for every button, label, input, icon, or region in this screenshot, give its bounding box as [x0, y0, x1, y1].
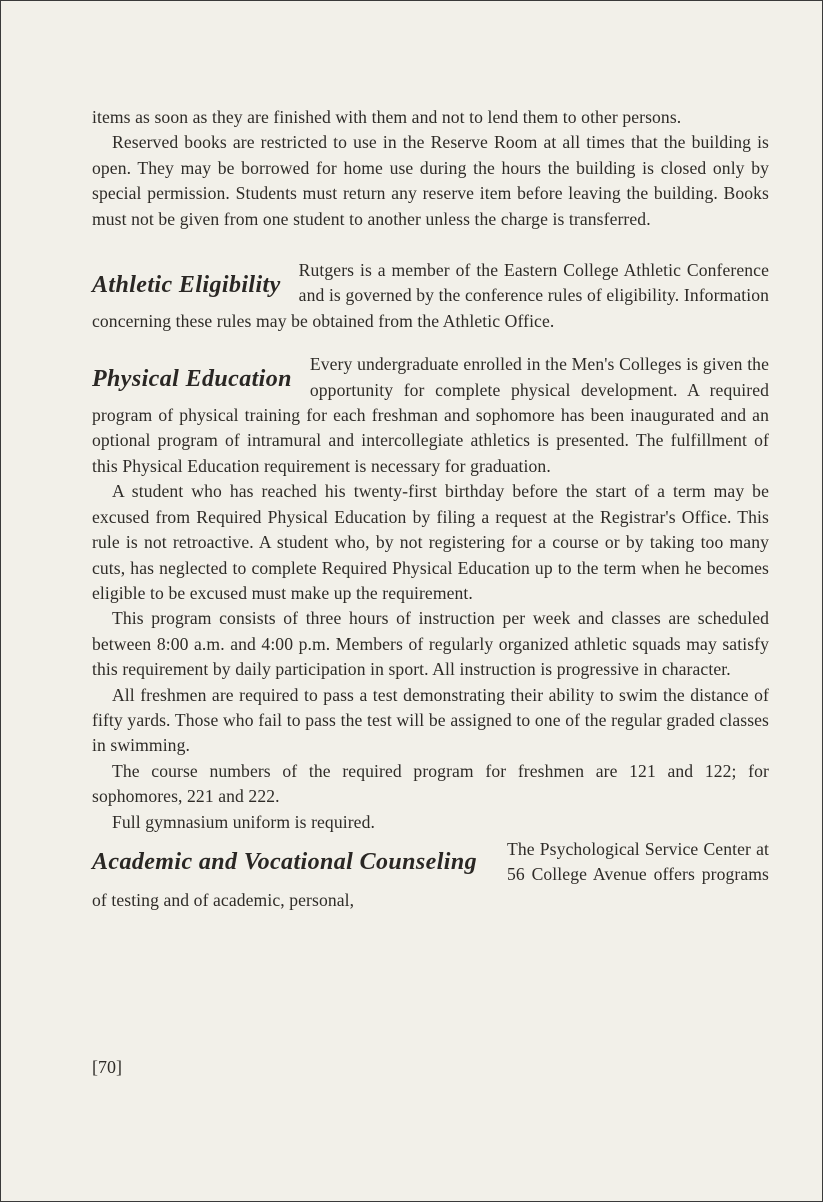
physical-education-paragraph: The course numbers of the required program for freshmen are 121 and 122; for sophomores, 221 and 222.: [92, 760, 769, 807]
physical-education-section: [92, 352, 769, 835]
physical-education-heading: Physical Education: [92, 366, 292, 393]
athletic-eligibility-heading: Athletic Eligibility: [92, 272, 281, 299]
academic-counseling-heading: Academic and Vocational Counseling: [92, 848, 477, 875]
physical-education-paragraph: Every undergraduate enrolled in the Men's Colleges is given the opportunity for complete physical development. A required program of physical training for each freshman and sophomore has been inaugurated and an optional program of intramural and intercollegiate athletics is presented. The fulfillment of this Physical Education requirement is necessary for graduation.: [92, 354, 769, 476]
physical-education-paragraph: A student who has reached his twenty-first birthday before the start of a term may be excused from Required Physical Education by filing a request at the Registrar's Office. This rule is not retroactive. A student who, by not registering for a course or by taking too many cuts, has neglected to complete Required Physical Education up to the term when he becomes eligible to be excused must make up the requirement.: [92, 481, 769, 603]
academic-counseling-section: [92, 837, 769, 913]
reserved-books-paragraph: Reserved books are restricted to use in the Reserve Room at all times that the building is open. They may be borrowed for home use during the hours the building is closed only by special permission. Students must return any reserve item before leaving the building. Books must not be given from one student to another unless the charge is transferred.: [92, 132, 769, 229]
athletic-eligibility-body: Rutgers is a member of the Eastern College Athletic Conference and is governed by the conference rules of eligibility. Information concerning these rules may be obtained from the Athletic Office.: [92, 260, 769, 331]
physical-education-paragraph: All freshmen are required to pass a test demonstrating their ability to swim the distance of fifty yards. Those who fail to pass the test will be assigned to one of the regular graded classes in swimming.: [92, 684, 769, 756]
page-number: [70]: [92, 1057, 122, 1077]
physical-education-paragraph: Full gymnasium uniform is required.: [112, 811, 375, 832]
physical-education-paragraph: This program consists of three hours of instruction per week and classes are scheduled between 8:00 a.m. and 4:00 p.m. Members of regularly organized athletic squads may satisfy this requirement by daily participation in sport. All instruction is progressive in character.: [92, 608, 769, 680]
intro-paragraph-continued: items as soon as they are finished with them and not to lend them to other persons.: [92, 107, 682, 127]
page-content: [92, 105, 769, 913]
academic-counseling-body: The Psychological Service Center at 56 College Avenue offers programs of testing and of academic, personal,: [92, 838, 769, 910]
athletic-eligibility-section: [92, 258, 769, 334]
